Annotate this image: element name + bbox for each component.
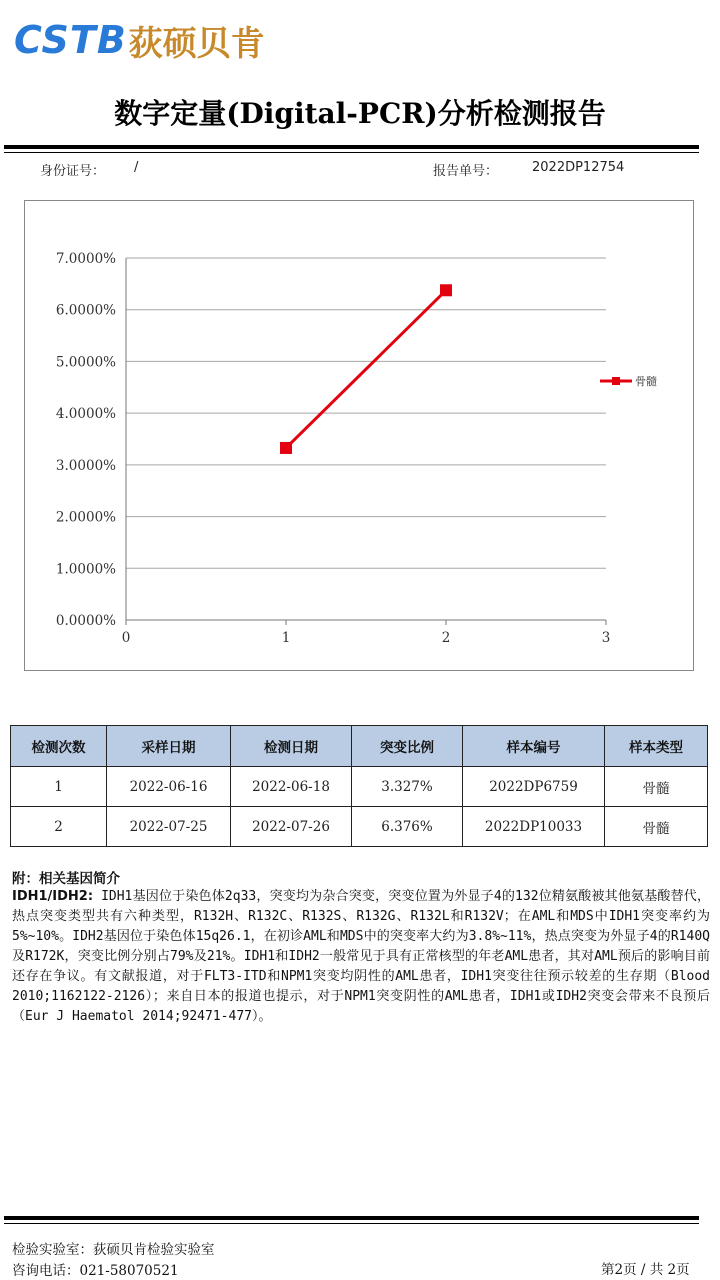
table-cell: 2022-06-16 — [107, 767, 231, 807]
results-table — [10, 725, 708, 847]
table-row — [11, 767, 708, 807]
table-cell: 2022-07-26 — [231, 807, 352, 847]
y-tick-label: 7.0000% — [55, 251, 116, 267]
col-header: 样本编号 — [463, 726, 605, 767]
table-header-row — [11, 726, 708, 767]
col-header: 样本类型 — [605, 726, 708, 767]
mutation-trend-chart — [24, 200, 694, 671]
data-point — [280, 442, 292, 454]
legend-label: 骨髓 — [635, 375, 657, 388]
table-cell: 2 — [11, 807, 107, 847]
x-tick-label: 2 — [441, 630, 451, 646]
series-line — [286, 290, 446, 448]
y-tick-label: 2.0000% — [55, 509, 116, 526]
id-number-value: / — [134, 160, 139, 175]
chart-svg — [25, 201, 693, 670]
footer-divider-thick — [4, 1216, 699, 1220]
table-cell: 2022-06-18 — [231, 767, 352, 807]
y-tick-label: 3.0000% — [55, 457, 116, 474]
table-cell: 3.327% — [352, 767, 463, 807]
table-cell: 1 — [11, 767, 107, 807]
y-tick-label: 5.0000% — [55, 354, 116, 371]
table-cell: 2022DP10033 — [463, 807, 605, 847]
table-cell: 6.376% — [352, 807, 463, 847]
footer-page-number: 第2页 / 共 2页 — [601, 1262, 690, 1278]
footer-lab: 检验实验室：荻硕贝肯检验实验室 — [12, 1242, 215, 1258]
col-header: 采样日期 — [107, 726, 231, 767]
footer-divider-thin — [4, 1223, 699, 1224]
table-cell: 2022-07-25 — [107, 807, 231, 847]
col-header: 检测次数 — [11, 726, 107, 767]
id-number-label: 身份证号： — [40, 164, 106, 179]
col-header: 突变比例 — [352, 726, 463, 767]
table-cell: 骨髓 — [605, 767, 708, 807]
report-number-value: 2022DP12754 — [532, 160, 625, 175]
appendix-lead: IDH1/IDH2: — [12, 889, 94, 904]
y-tick-label: 6.0000% — [55, 302, 116, 319]
x-tick-label: 1 — [281, 630, 291, 646]
y-tick-label: 4.0000% — [55, 406, 116, 423]
report-number-label: 报告单号： — [433, 164, 499, 179]
logo-latin-text: CSTB — [14, 18, 127, 62]
data-point — [440, 284, 452, 296]
report-title: 数字定量(Digital-PCR)分析检测报告 — [114, 97, 606, 130]
table-row — [11, 807, 708, 847]
y-tick-label: 1.0000% — [55, 561, 116, 578]
y-tick-label: 0.0000% — [55, 613, 116, 629]
table-cell: 2022DP6759 — [463, 767, 605, 807]
x-tick-label: 3 — [601, 630, 611, 646]
header-divider-thick — [4, 145, 699, 149]
legend-marker — [612, 377, 620, 385]
logo-chinese-text: 荻硕贝肯 — [128, 23, 265, 64]
company-logo — [14, 16, 265, 64]
appendix-paragraph — [12, 887, 710, 1027]
appendix-heading: 附：相关基因简介 — [12, 871, 120, 887]
col-header: 检测日期 — [231, 726, 352, 767]
footer-phone: 咨询电话：021-58070521 — [12, 1263, 179, 1279]
appendix-body: IDH1基因位于染色体2q33，突变均为杂合突变，突变位置为外显子4的132位精氨酸被其他氨基酸替代，热点突变类型共有六种类型，R132H、R132C、R132S、R132G、R132L和R132V；在AML和MDS中IDH1突变率约为5%~10%。IDH2基因位于染色体15q26.1，在初诊AML和MDS中的突变率大约为3.8%~11%，热点突变为外显子4的R140Q及R172K，突变比例分别占79%及21%。IDH1和IDH2一般常见于具有正常核型的年老AML患者，其对AML预后的影响目前还存在争议。有文献报道，对于FLT3-ITD和NPM1突变均阴性的AML患者，IDH1突变往往预示较差的生存期（Blood 2010;1162122-2126）；来自日本的报道也提示，对于NPM1突变阴性的AML患者，IDH1或IDH2突变会带来不良预后（Eur J Haematol 2014;92471-477）。 — [12, 889, 710, 1024]
header-divider-thin — [4, 152, 699, 153]
table-cell: 骨髓 — [605, 807, 708, 847]
x-tick-label: 0 — [121, 630, 131, 646]
